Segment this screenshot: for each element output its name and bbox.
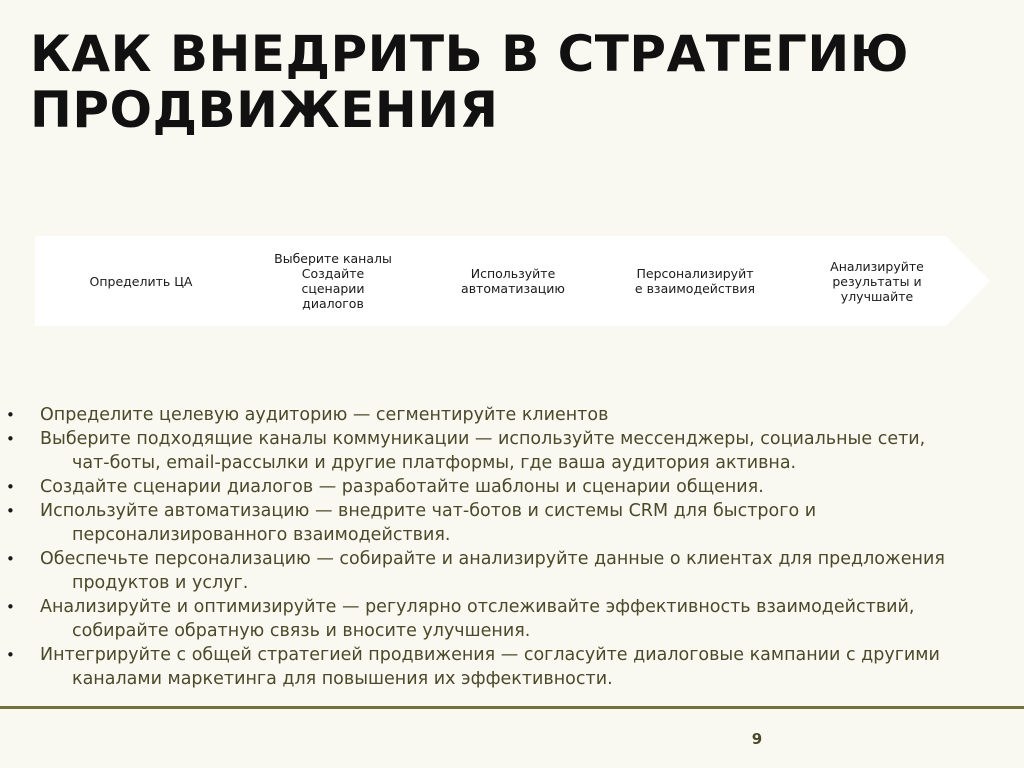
bullet-glyph: • — [6, 550, 15, 568]
bullet-item — [6, 547, 1016, 595]
bullet-text: Определите целевую аудиторию — сегментируйте клиентов — [40, 405, 609, 425]
process-step-line: Создайте — [301, 266, 365, 281]
bullet-continuation: чат-боты, email-рассылки и другие платформы, где ваша аудитория активна. — [72, 453, 797, 473]
slide-title-line: КАК ВНЕДРИТЬ В СТРАТЕГИЮ — [30, 25, 909, 83]
process-step-automation — [432, 236, 594, 326]
bullet-text: Используйте автоматизацию — внедрите чат-ботов и системы CRM для быстрого и — [40, 501, 817, 521]
bullet-glyph: • — [6, 478, 15, 496]
process-step-line: Используйте — [470, 266, 556, 281]
bullet-continuation: каналами маркетинга для повышения их эффективности. — [72, 669, 613, 689]
bullet-item — [6, 499, 1016, 547]
bullet-text: Интегрируйте с общей стратегией продвижения — согласуйте диалоговые кампании с другими — [40, 645, 940, 665]
process-step-line: Определить ЦА — [89, 273, 193, 289]
bullet-continuation: персонализированного взаимодействия. — [72, 525, 451, 545]
process-step-choose-channels — [252, 236, 414, 326]
process-step-personalize — [614, 236, 776, 326]
bullet-glyph: • — [6, 406, 15, 424]
bullet-text: Обеспечьте персонализацию — собирайте и анализируйте данные о клиентах для предложения — [40, 549, 945, 569]
bullet-glyph: • — [6, 430, 15, 448]
process-step-line: диалогов — [302, 296, 364, 311]
bullet-list — [6, 403, 1016, 691]
process-step-line: Персонализируйт — [636, 266, 754, 281]
process-step-line: Выберите каналы — [274, 251, 392, 266]
process-step-line: результаты и — [832, 273, 922, 289]
process-step-line: автоматизацию — [461, 281, 565, 296]
process-step-line: сценарии — [301, 281, 365, 296]
bullet-text: Выберите подходящие каналы коммуникации — используйте мессенджеры, социальные сети, — [40, 429, 926, 449]
bullet-continuation: продуктов и услуг. — [72, 573, 249, 593]
process-step-analyze — [796, 236, 958, 326]
process-step-line: Анализируйте — [830, 258, 924, 274]
bullet-glyph: • — [6, 598, 15, 616]
bullet-text: Анализируйте и оптимизируйте — регулярно отслеживайте эффективность взаимодействий, — [40, 597, 915, 617]
bullet-glyph: • — [6, 646, 15, 664]
footer-divider — [0, 706, 1024, 709]
process-step-line: е взаимодействия — [634, 281, 756, 296]
slide-title-line: ПРОДВИЖЕНИЯ — [30, 81, 499, 139]
bullet-item — [6, 595, 1016, 643]
bullet-item — [6, 475, 1016, 499]
bullet-text: Создайте сценарии диалогов — разработайте шаблоны и сценарии общения. — [40, 477, 764, 497]
bullet-item — [6, 643, 1016, 691]
bullet-item — [6, 427, 1016, 475]
bullet-continuation: собирайте обратную связь и вносите улучшения. — [72, 621, 531, 641]
process-step-line: улучшайте — [840, 288, 914, 304]
process-step-define-audience — [60, 236, 222, 326]
bullet-glyph: • — [6, 502, 15, 520]
bullet-item — [6, 403, 1016, 427]
page-number: 9 — [751, 730, 763, 748]
